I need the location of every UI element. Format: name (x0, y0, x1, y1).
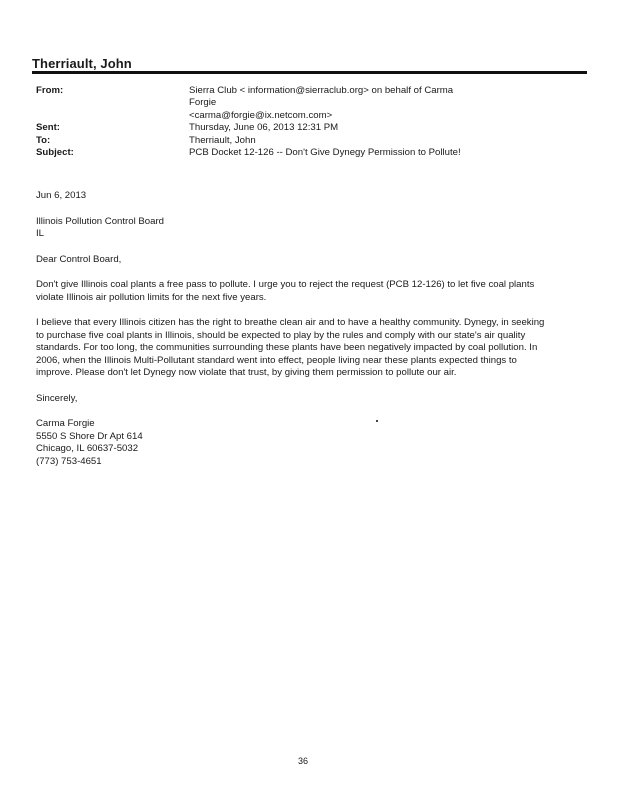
to-label: To: (36, 134, 51, 146)
letter-date: Jun 6, 2013 (36, 190, 87, 201)
body-line: Don't give Illinois coal plants a free pass to pollute. I urge you to reject the request (PCB 12-126) to let five coal plants (36, 279, 535, 290)
body-line: violate Illinois air pollution limits for the next five years. (36, 291, 267, 303)
to-row (36, 135, 476, 147)
to-value: Therriault, John (189, 134, 256, 146)
signer-address-line1: 5550 S Shore Dr Apt 614 (36, 430, 143, 442)
subject-value: PCB Docket 12-126 -- Don't Give Dynegy Permission to Pollute! (189, 147, 461, 159)
from-value-line: Sierra Club < information@sierraclub.org> on behalf of Carma Forgie (189, 85, 454, 109)
salutation: Dear Control Board, (36, 253, 122, 265)
from-row (36, 85, 476, 122)
from-label: From: (36, 85, 64, 96)
sent-label: Sent: (36, 122, 60, 134)
mailbox-owner-name: Therriault, John (32, 56, 132, 71)
sent-row (36, 122, 476, 134)
recipient-state: IL (36, 228, 45, 239)
body-line: I believe that every Illinois citizen has the right to breathe clean air and to have a healthy community. Dynegy, in seeking (36, 317, 545, 328)
sent-value: Thursday, June 06, 2013 12:31 PM (189, 122, 339, 134)
signer-name: Carma Forgie (36, 418, 95, 429)
header-divider (32, 71, 587, 74)
signer-address-line2: Chicago, IL 60637-5032 (36, 443, 139, 454)
from-value-line: <carma@forgie@ix.netcom.com> (189, 109, 333, 121)
signer-phone: (773) 753-4651 (36, 455, 102, 467)
subject-row (36, 147, 476, 159)
paragraph-argument (36, 317, 576, 380)
body-line: standards. For too long, the communities surrounding these plants have been negatively impacted by coal pollution. In (36, 342, 538, 353)
closing: Sincerely, (36, 392, 78, 404)
email-body (36, 190, 576, 468)
body-line: to purchase five coal plants in Illinois, should be expected to play by the rules and comply with our state's air quality (36, 329, 526, 341)
from-value (189, 85, 476, 122)
paragraph-request (36, 279, 576, 304)
email-header-fields (36, 85, 476, 159)
signature-block (36, 418, 576, 468)
page-number: 36 (298, 756, 309, 766)
body-line: 2006, when the Illinois Multi-Pollutant standard went into effect, people living near these plants expected things to (36, 354, 517, 366)
scan-artifact-dot (376, 420, 378, 422)
body-line: improve. Please don't let Dynegy now violate that trust, by giving them permission to pollute our air. (36, 367, 457, 378)
subject-label: Subject: (36, 147, 74, 159)
recipient-org: Illinois Pollution Control Board (36, 215, 164, 227)
